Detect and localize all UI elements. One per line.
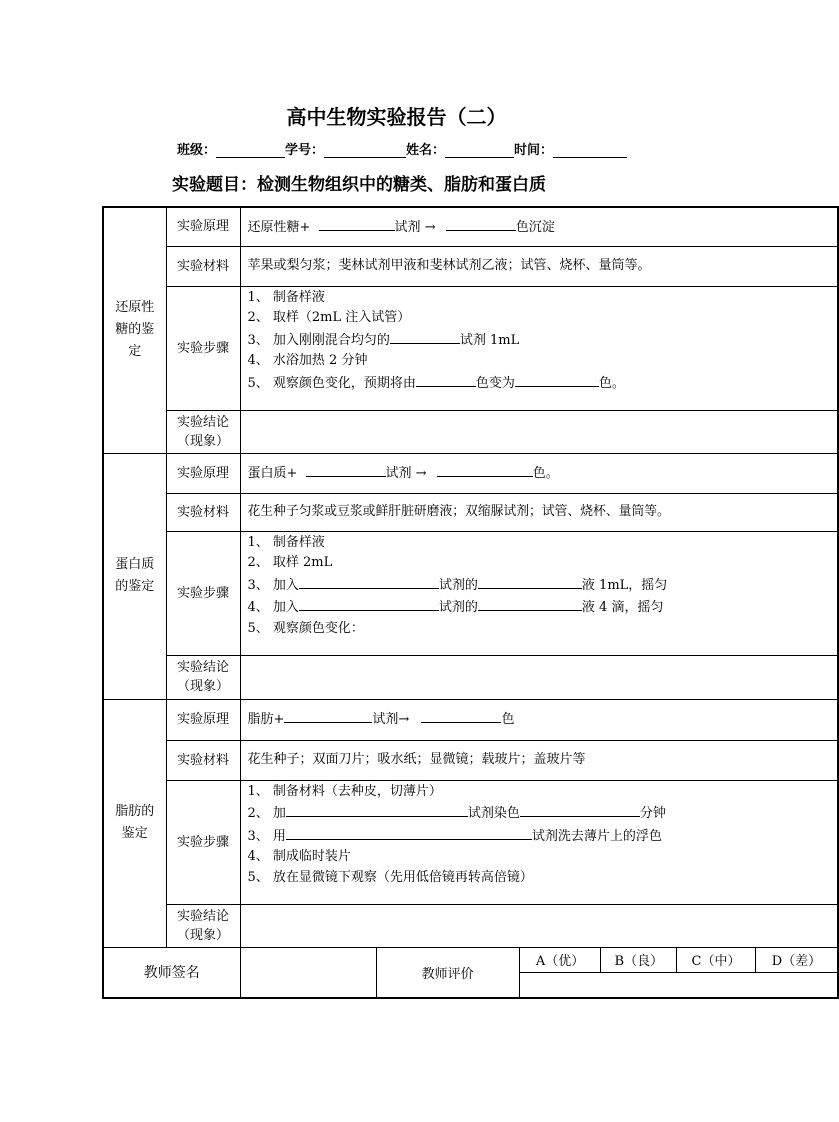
protein-step3-liquid-blank[interactable] [478,574,582,589]
step-item: 4、 制成临时装片 [247,849,351,864]
protein-step4-liquid-blank[interactable] [478,596,582,611]
grade-option-c[interactable]: C（中） [677,948,756,973]
label-line: 实验结论 [176,660,229,675]
fat-stain-minutes-blank[interactable] [520,802,640,817]
step-item: 2、 取样 2mL [247,555,333,570]
fat-stain-reagent-blank[interactable] [286,802,468,817]
protein-reagent-blank[interactable] [306,462,386,477]
principle-text: 还原性糖+ [247,219,311,235]
student-no-blank[interactable] [324,142,406,158]
row-label-conclusion [166,904,240,947]
step-text: 5、 观察颜色变化，预期将由 [247,375,416,391]
protein-step4-reagent-blank[interactable] [299,596,439,611]
protein-step3-reagent-blank[interactable] [299,574,439,589]
row-label-materials: 实验材料 [166,493,240,531]
row-label-steps: 实验步骤 [166,286,240,410]
grade-option-d[interactable]: D（差） [755,948,837,973]
time-blank[interactable] [553,142,627,158]
grade-result-field[interactable] [519,973,837,997]
step-text: 分钟 [639,806,666,821]
step-item: 4、 水浴加热 2 分钟 [247,353,368,368]
protein-color-blank[interactable] [437,462,533,477]
step-item: 1、 制备样液 [247,289,325,305]
section-line: 定 [128,344,142,360]
row-label-materials: 实验材料 [166,740,240,780]
row-label-conclusion [166,655,240,699]
principle-text: 色 [501,712,515,728]
time-label: 时间： [514,143,554,158]
sugar-steps [240,286,838,410]
section-protein [103,453,166,699]
section-line: 蛋白质 [115,557,155,572]
step-item [248,802,838,825]
step-text: 液 4 滴，摇匀 [581,600,664,615]
teacher-sign-label: 教师签名 [103,947,240,998]
label-line: （现象） [176,679,229,694]
sugar-from-color-blank[interactable] [416,372,476,387]
step-text: 3、 用 [247,828,286,844]
teacher-eval-table [377,948,838,997]
fat-principle [240,699,838,740]
name-label: 姓名： [406,143,446,158]
step-item: 2、 取样（2mL 注入试管） [247,310,411,325]
sugar-to-color-blank[interactable] [515,372,599,387]
protein-materials: 花生种子匀浆或豆浆或鲜肝脏研磨液；双缩脲试剂；试管、烧杯、量筒等。 [240,493,838,531]
step-text: 3、 加入刚刚混合均匀的 [247,332,390,348]
sugar-materials: 苹果或梨匀浆；斐林试剂甲液和斐林试剂乙液；试管、烧杯、量筒等。 [240,246,838,286]
sugar-conclusion[interactable] [240,410,838,453]
row-label-principle: 实验原理 [166,699,240,740]
step-text: 色变为 [475,375,515,391]
principle-text: 试剂→ [372,712,410,728]
fat-conclusion[interactable] [240,904,838,947]
principle-text: 蛋白质+ [247,465,298,481]
fat-color-blank[interactable] [421,708,501,723]
fat-wash-reagent-blank[interactable] [286,825,532,840]
step-text: 液 1mL，摇匀 [581,577,668,593]
name-blank[interactable] [445,142,514,158]
experiment-title: 实验题目：检测生物组织中的糖类、脂肪和蛋白质 [172,175,546,195]
sugar-color-blank[interactable] [446,216,516,231]
fat-reagent-blank[interactable] [284,708,372,723]
student-no-label: 学号： [285,143,325,158]
label-line: 实验结论 [176,908,229,924]
row-label-steps: 实验步骤 [166,531,240,655]
step-item [248,372,838,395]
row-label-principle: 实验原理 [166,207,240,246]
page-title: 高中生物实验报告（二） [286,105,507,129]
teacher-sign-field[interactable] [240,947,376,998]
section-line: 还原性 [115,300,155,316]
sugar-principle [240,207,838,246]
row-label-principle: 实验原理 [166,453,240,493]
principle-text: 试剂 → [394,219,436,235]
step-item: 5、 观察颜色变化： [247,620,364,636]
principle-text: 色沉淀 [515,219,555,235]
grade-option-a[interactable]: A（优） [519,948,601,973]
protein-principle [240,453,838,493]
step-text: 3、 加入 [247,577,299,593]
sugar-step3-blank[interactable] [390,329,460,344]
teacher-eval-cell [376,947,838,998]
step-text: 色。 [598,375,625,391]
section-line: 糖的鉴 [115,322,155,338]
row-label-conclusion [166,410,240,453]
principle-text: 色。 [532,465,559,481]
section-fat [103,699,166,947]
label-line: （现象） [176,927,229,943]
step-item [248,825,838,848]
step-text: 2、 加 [247,806,286,821]
step-text: 4、 加入 [247,600,299,615]
label-line: 实验结论 [176,414,229,430]
row-label-materials: 实验材料 [166,246,240,286]
step-item: 5、 放在显微镜下观察（先用低倍镜再转高倍镜） [247,869,533,885]
label-line: （现象） [176,433,229,449]
class-blank[interactable] [216,142,285,158]
step-text: 试剂染色 [467,806,520,821]
section-reducing-sugar [103,207,166,453]
protein-conclusion[interactable] [240,655,838,699]
step-text: 试剂的 [438,600,478,615]
step-item [248,574,838,597]
step-item: 1、 制备材料（去种皮，切薄片） [247,783,442,799]
report-table [102,206,839,999]
student-info-line [177,139,627,158]
fat-materials: 花生种子；双面刀片；吸水纸；显微镜；载玻片；盖玻片等 [240,740,838,780]
principle-text: 脂肪+ [247,712,285,728]
section-line: 鉴定 [121,826,148,841]
step-text: 试剂 1mL [459,332,520,348]
step-item [248,329,838,352]
section-line: 的鉴定 [115,579,155,594]
sugar-reagent-blank[interactable] [319,216,395,231]
row-label-steps: 实验步骤 [166,780,240,904]
step-text: 试剂洗去薄片上的浮色 [531,828,662,844]
grade-option-b[interactable]: B（良） [601,948,677,973]
section-line: 脂肪的 [115,804,155,819]
teacher-eval-label: 教师评价 [377,948,520,997]
step-item: 1、 制备样液 [247,534,325,550]
class-label: 班级： [177,143,217,158]
step-item [248,596,838,619]
protein-steps [240,531,838,655]
fat-steps [240,780,838,904]
principle-text: 试剂 → [385,465,427,481]
step-text: 试剂的 [438,577,478,593]
